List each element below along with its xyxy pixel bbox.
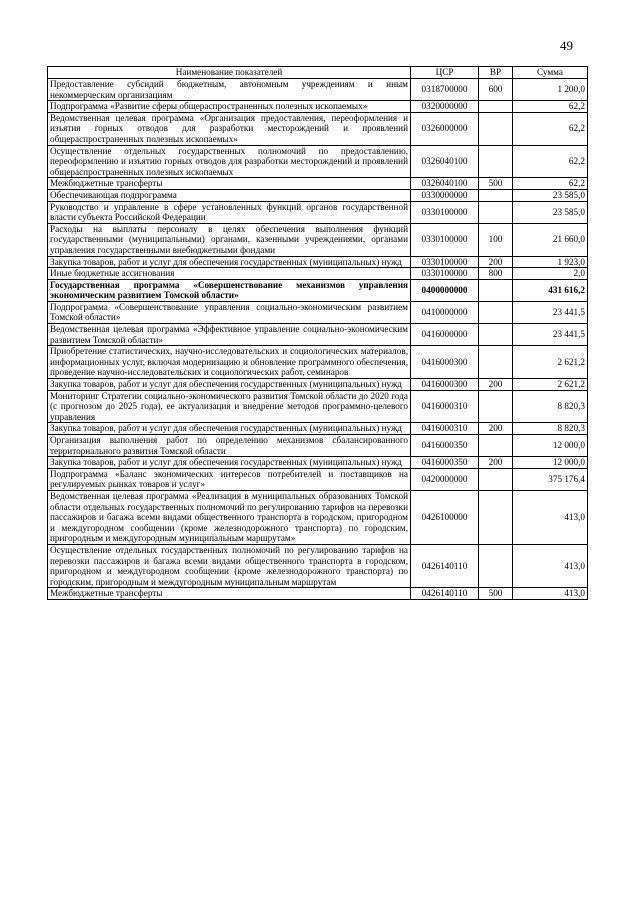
row-sum: 2,0 (513, 268, 588, 280)
row-name: Закупка товаров, работ и услуг для обеспечения государственных (муниципальных) нужд (48, 423, 411, 435)
row-name: Организация выполнения работ по определению механизмов сбалансированного территориального развития Томской области (48, 435, 411, 457)
row-vr: 800 (479, 268, 513, 280)
budget-table (47, 66, 588, 600)
row-sum: 62,2 (513, 145, 588, 178)
table-row (48, 435, 588, 457)
row-csr: 0416000350 (411, 457, 479, 469)
row-csr: 0330100000 (411, 223, 479, 256)
row-csr: 0426140110 (411, 544, 479, 587)
table-row (48, 588, 588, 600)
row-csr: 0416000300 (411, 346, 479, 379)
row-sum: 8 820,3 (513, 423, 588, 435)
row-vr: 200 (479, 457, 513, 469)
row-vr (479, 324, 513, 346)
row-name: Предоставление субсидий бюджетным, автономным учреждениям и иным некоммерческим организациям (48, 79, 411, 101)
row-csr: 0410000000 (411, 301, 479, 323)
row-csr: 0320000000 (411, 101, 479, 113)
row-vr (479, 468, 513, 490)
row-sum: 413,0 (513, 544, 588, 587)
row-name: Осуществление отдельных государственных полномочий по предоставлению, переоформлению и изъятию горных отводов для разработки месторождений и проявлений общераспространенных полезных ископаемых (48, 145, 411, 178)
table-row (48, 268, 588, 280)
header-vr: ВР (479, 67, 513, 79)
row-vr (479, 301, 513, 323)
header-name: Наименование показателей (48, 67, 411, 79)
row-vr (479, 346, 513, 379)
row-vr (479, 490, 513, 544)
row-name: Ведомственная целевая программа «Эффективное управление социально-экономическим развитием Томской области» (48, 324, 411, 346)
row-sum: 2 621,2 (513, 379, 588, 391)
row-name: Закупка товаров, работ и услуг для обеспечения государственных (муниципальных) нужд (48, 256, 411, 268)
row-csr: 0426140110 (411, 588, 479, 600)
row-name: Мониторинг Стратегии социально-экономического развития Томской области до 2020 года (с прогнозом до 2025 года), ее актуализация и внедрение методов программно-целевого управления (48, 390, 411, 423)
row-csr: 0330100000 (411, 268, 479, 280)
row-csr: 0416000310 (411, 390, 479, 423)
row-sum: 23 585,0 (513, 189, 588, 201)
row-vr (479, 112, 513, 145)
row-name: Расходы на выплаты персоналу в целях обеспечения выполнения функций государственными (муниципальными) органами, казенными учреждениями, органами управления государственными внебюджетными фондами (48, 223, 411, 256)
row-vr: 200 (479, 379, 513, 391)
row-vr (479, 145, 513, 178)
row-sum: 21 660,0 (513, 223, 588, 256)
row-csr: 0330100000 (411, 256, 479, 268)
row-csr: 0326040100 (411, 145, 479, 178)
row-sum: 23 441,5 (513, 301, 588, 323)
row-name: Подпрограмма «Совершенствование управления социально-экономическим развитием Томской области» (48, 301, 411, 323)
row-name: Ведомственная целевая программа «Реализация в муниципальных образованиях Томской области отдельных государственных полномочий по регулированию тарифов на перевозки пассажиров и багажа всеми видами общественного транспорта в городском, пригородном и междугородном сообщении (кроме железнодорожного транспорта) по городским, пригородным и междугородным муниципальным маршрутам» (48, 490, 411, 544)
table-row (48, 145, 588, 178)
row-csr: 0426100000 (411, 490, 479, 544)
row-sum: 375 176,4 (513, 468, 588, 490)
row-csr: 0326000000 (411, 112, 479, 145)
row-vr (479, 390, 513, 423)
row-csr: 0326040100 (411, 178, 479, 190)
row-name: Руководство и управление в сфере установленных функций органов государственной власти субъекта Российской Федерации (48, 201, 411, 223)
row-vr (479, 544, 513, 587)
row-vr: 500 (479, 588, 513, 600)
row-csr: 0416000350 (411, 435, 479, 457)
row-csr: 0330100000 (411, 201, 479, 223)
table-row (48, 346, 588, 379)
table-row (48, 457, 588, 469)
row-vr: 600 (479, 79, 513, 101)
row-sum: 2 621,2 (513, 346, 588, 379)
row-csr: 0400000000 (411, 279, 479, 301)
table-row (48, 189, 588, 201)
row-csr: 0416000000 (411, 324, 479, 346)
row-name: Межбюджетные трансферты (48, 588, 411, 600)
row-csr: 0416000310 (411, 423, 479, 435)
row-name: Осуществление отдельных государственных полномочий по регулированию тарифов на перевозки пассажиров и багажа всеми видами общественного транспорта в городском, пригородном и междугородном сообщении (кроме железнодорожного транспорта) по городским, пригородным и междугородным муниципальным маршрутам (48, 544, 411, 587)
row-vr: 500 (479, 178, 513, 190)
table-row (48, 178, 588, 190)
header-csr: ЦСР (411, 67, 479, 79)
row-vr: 200 (479, 256, 513, 268)
table-row (48, 279, 588, 301)
table-header-row (48, 67, 588, 79)
row-vr (479, 201, 513, 223)
table-row (48, 379, 588, 391)
table-row (48, 112, 588, 145)
table-row (48, 223, 588, 256)
table-row (48, 490, 588, 544)
row-name: Подпрограмма «Баланс экономических интересов потребителей и поставщиков на регулируемых рынках товаров и услуг» (48, 468, 411, 490)
table-row (48, 201, 588, 223)
row-sum: 413,0 (513, 588, 588, 600)
row-sum: 62,2 (513, 178, 588, 190)
table-row (48, 301, 588, 323)
row-sum: 431 616,2 (513, 279, 588, 301)
row-name: Обеспечивающая подпрограмма (48, 189, 411, 201)
row-csr: 0416000300 (411, 379, 479, 391)
table-row (48, 324, 588, 346)
table-row (48, 79, 588, 101)
row-sum: 12 000,0 (513, 457, 588, 469)
row-name: Закупка товаров, работ и услуг для обеспечения государственных (муниципальных) нужд (48, 379, 411, 391)
table-row (48, 468, 588, 490)
row-name: Иные бюджетные ассигнования (48, 268, 411, 280)
table-row (48, 101, 588, 113)
row-sum: 23 441,5 (513, 324, 588, 346)
row-name: Межбюджетные трансферты (48, 178, 411, 190)
row-name: Ведомственная целевая программа «Организация предоставления, переоформления и изъятия горных отводов для разработки месторождений и проявлений общераспространенных полезных ископаемых» (48, 112, 411, 145)
row-sum: 1 200,0 (513, 79, 588, 101)
row-vr (479, 435, 513, 457)
row-sum: 62,2 (513, 112, 588, 145)
header-sum: Сумма (513, 67, 588, 79)
row-sum: 1 923,0 (513, 256, 588, 268)
table-row (48, 390, 588, 423)
row-sum: 23 585,0 (513, 201, 588, 223)
row-csr: 0318700000 (411, 79, 479, 101)
row-csr: 0420000000 (411, 468, 479, 490)
table-row (48, 544, 588, 587)
row-sum: 12 000,0 (513, 435, 588, 457)
row-sum: 413,0 (513, 490, 588, 544)
row-sum: 8 820,3 (513, 390, 588, 423)
row-vr: 200 (479, 423, 513, 435)
row-name: Государственная программа «Совершенствование механизмов управления экономическим развитием Томской области» (48, 279, 411, 301)
row-vr (479, 101, 513, 113)
row-sum: 62,2 (513, 101, 588, 113)
row-vr (479, 189, 513, 201)
row-vr (479, 279, 513, 301)
row-name: Закупка товаров, работ и услуг для обеспечения государственных (муниципальных) нужд (48, 457, 411, 469)
page-number: 49 (560, 38, 573, 53)
table-row (48, 256, 588, 268)
row-name: Подпрограмма «Развитие сферы общераспространенных полезных ископаемых» (48, 101, 411, 113)
table-row (48, 423, 588, 435)
row-name: Приобретение статистических, научно-исследовательских и социологических материалов, информационных услуг, включая модернизацию и обновление программного обеспечения, проведение научно-исследовательских и социологических работ, семинаров (48, 346, 411, 379)
row-vr: 100 (479, 223, 513, 256)
row-csr: 0330000000 (411, 189, 479, 201)
